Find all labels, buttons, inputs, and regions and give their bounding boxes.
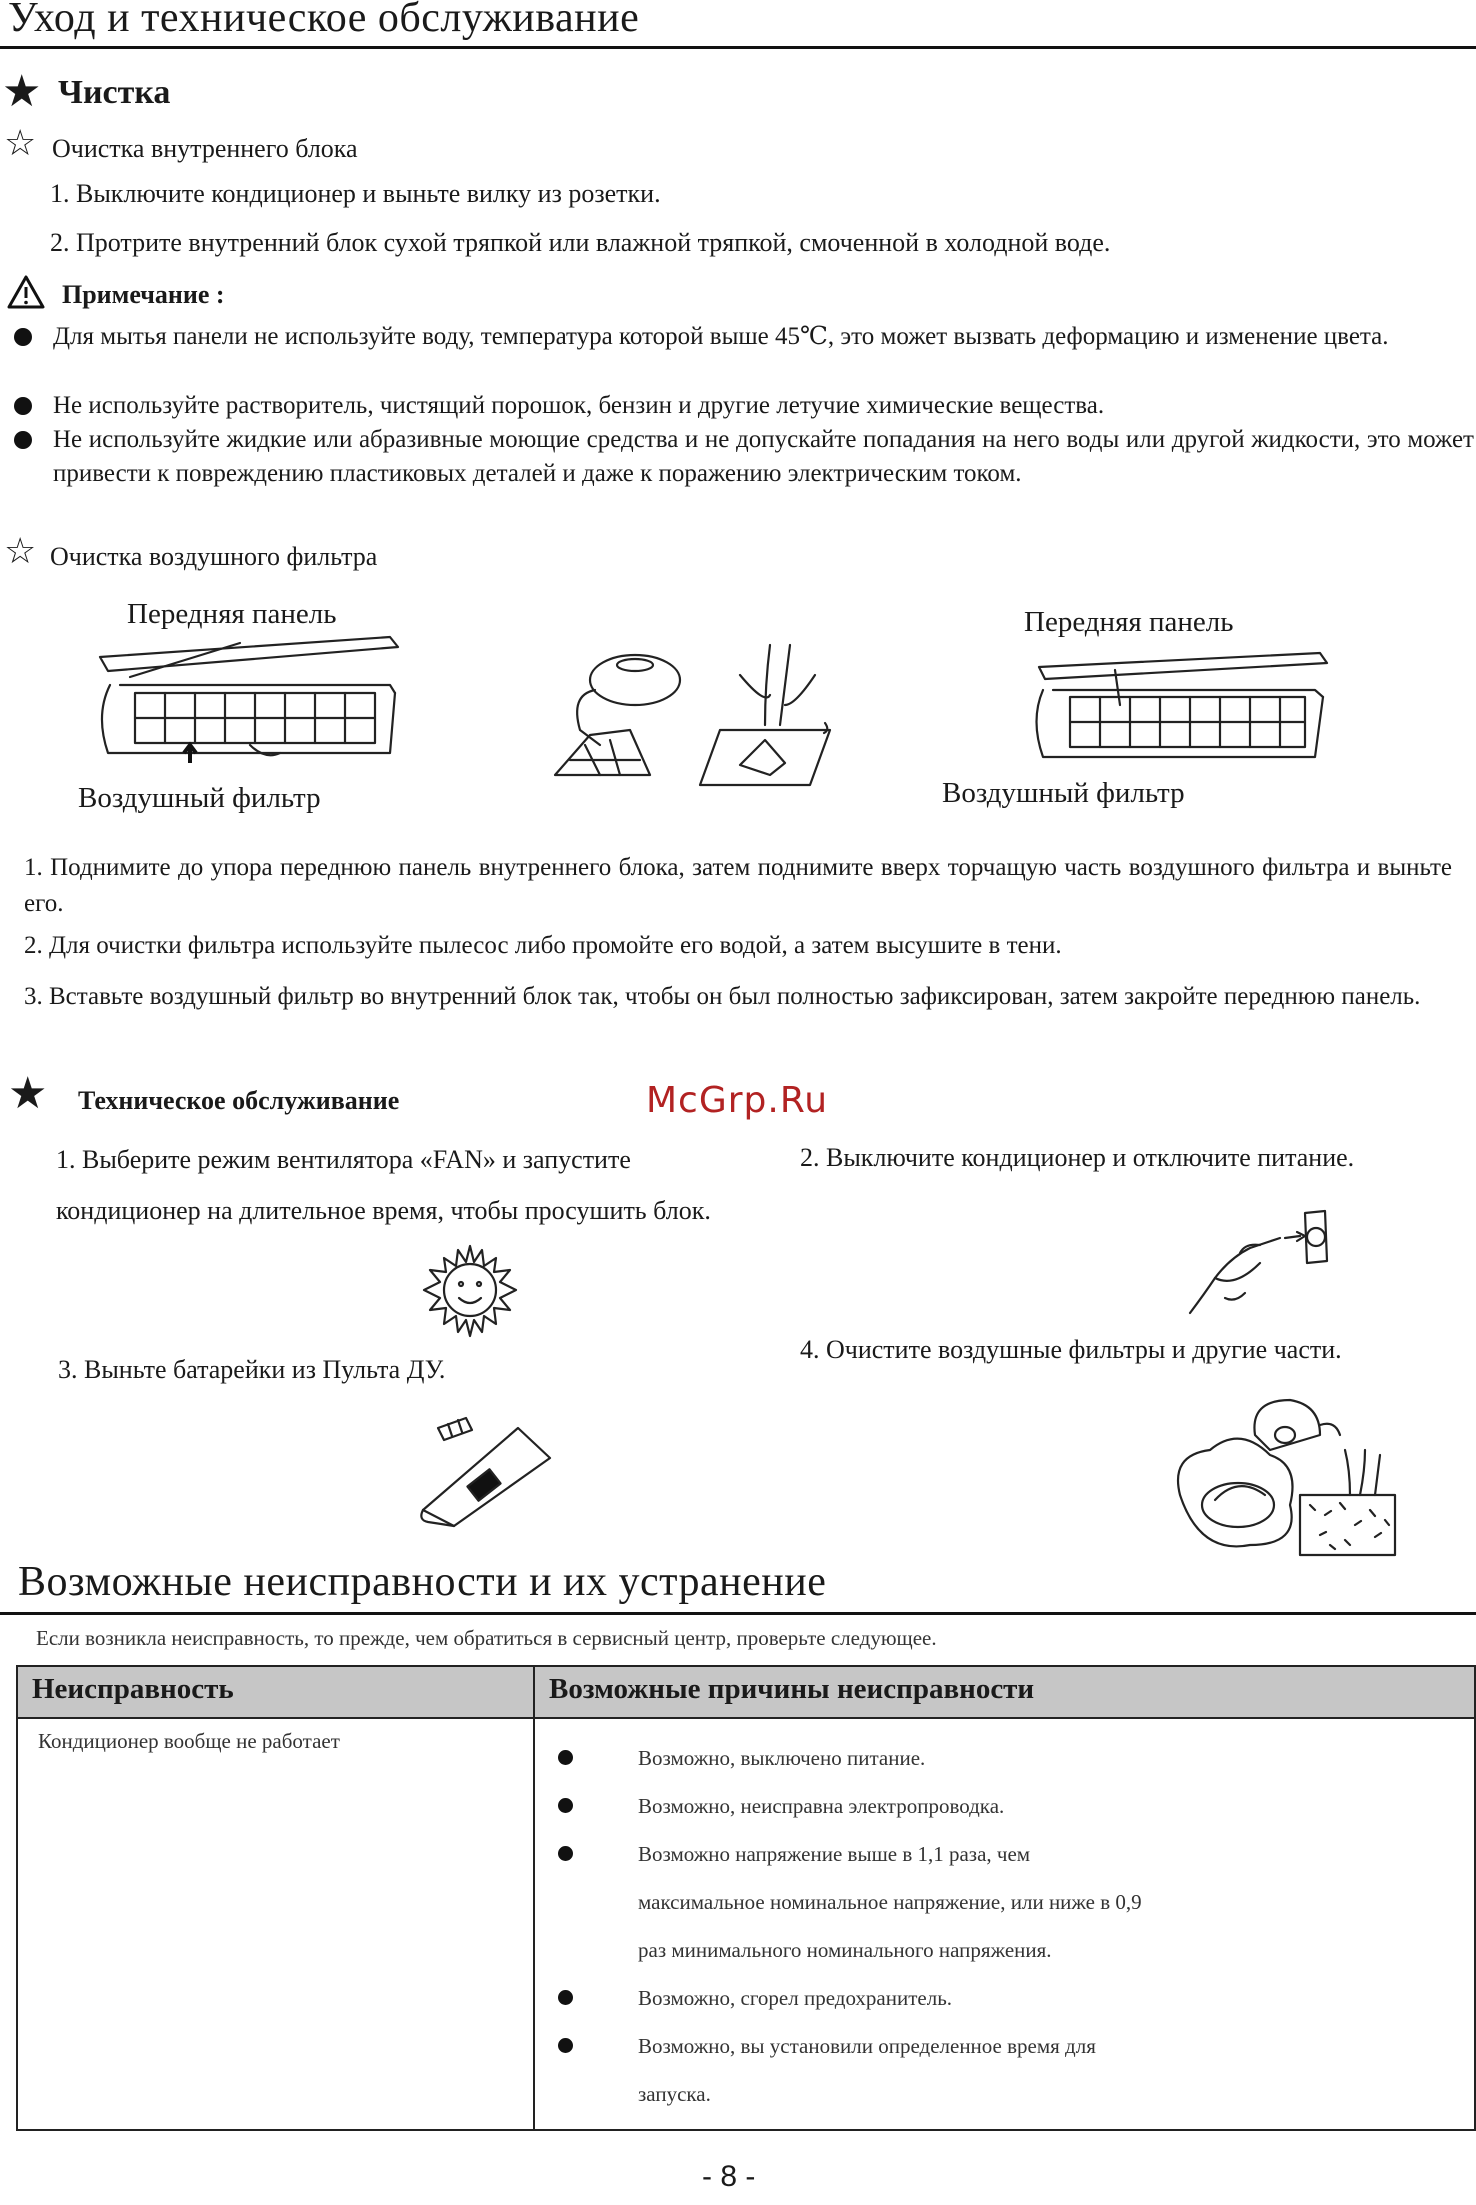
vacuum-washing-illustration — [540, 635, 850, 790]
black-dot-icon — [558, 1798, 573, 1813]
white-star-icon: ☆ — [4, 123, 37, 163]
list-item: Возможно, неисправна электропроводка. — [536, 1782, 1473, 1830]
front-panel-label-2: Передняя панель — [1024, 606, 1234, 638]
black-dot-icon — [14, 328, 32, 346]
indoor-step-1: 1. Выключите кондиционер и выньте вилку из розетки. — [50, 179, 661, 208]
black-star-icon: ★ — [8, 1069, 48, 1118]
air-filter-title: Очистка воздушного фильтра — [50, 542, 378, 571]
maintenance-title: Техническое обслуживание — [78, 1086, 400, 1115]
filter-step-3: 3. Вставьте воздушный фильтр во внутренний блок так, чтобы он был полностью зафиксирован, затем закройте переднюю панель. — [24, 983, 1421, 1010]
cleaning-parts-icon — [1170, 1395, 1410, 1565]
sun-icon — [420, 1242, 520, 1338]
causes-list — [536, 1720, 1473, 2128]
maintenance-step-1: 1. Выберите режим вентилятора «FAN» и запустите кондиционер на длительное время, чтобы просушить блок. — [56, 1145, 711, 1225]
indoor-unit-title: Очистка внутреннего блока — [52, 134, 358, 163]
unplug-icon — [1185, 1203, 1335, 1318]
black-dot-icon — [558, 2038, 573, 2053]
warning-triangle-icon — [6, 274, 46, 310]
maintenance-step-3: 3. Выньте батарейки из Пульта ДУ. — [58, 1355, 446, 1384]
list-item: Возможно, выключено питание. — [536, 1734, 1473, 1782]
troubleshooting-rule — [0, 1612, 1476, 1615]
maintenance-step-2: 2. Выключите кондиционер и отключите питание. — [800, 1143, 1355, 1172]
filter-step-2: 2. Для очистки фильтра используйте пылесос либо промойте его водой, а затем высушите в тени. — [24, 932, 1062, 959]
column-header-causes: Возможные причины неисправности — [534, 1666, 1475, 1718]
air-filter-label-2: Воздушный фильтр — [942, 777, 1185, 809]
remote-control-icon — [418, 1410, 558, 1530]
note-item-3: Не используйте жидкие или абразивные моющие средства и не допускайте попадания на него воды или другой жидкости, это может привести к повреждению пластиковых деталей и даже к поражению электрическим током. — [53, 426, 1474, 487]
page-number: - 8 - — [702, 2160, 756, 2193]
black-dot-icon — [558, 1846, 573, 1861]
indoor-unit-illustration-2 — [1025, 645, 1335, 770]
troubleshooting-intro: Если возникла неисправность, то прежде, чем обратиться в сервисный центр, проверьте следующее. — [36, 1626, 937, 1650]
white-star-icon: ☆ — [4, 531, 37, 571]
causes-cell — [534, 1718, 1475, 2130]
troubleshooting-title: Возможные неисправности и их устранение — [18, 1559, 827, 1605]
page-title: Уход и техническое обслуживание — [8, 0, 640, 41]
table-row — [17, 1718, 1475, 2130]
note-title: Примечание : — [62, 280, 225, 309]
indoor-step-2: 2. Протрите внутренний блок сухой тряпкой или влажной тряпкой, смоченной в холодной воде. — [50, 228, 1111, 257]
indoor-unit-illustration — [90, 635, 410, 770]
maintenance-step-4: 4. Очистите воздушные фильтры и другие части. — [800, 1335, 1342, 1364]
troubleshooting-table — [16, 1665, 1476, 2131]
black-dot-icon — [14, 431, 32, 449]
table-header-row — [17, 1666, 1475, 1718]
black-star-icon: ★ — [2, 67, 42, 116]
air-filter-label: Воздушный фильтр — [78, 782, 321, 814]
list-item: Возможно напряжение выше в 1,1 раза, чем максимальное номинальное напряжение, или ниже в 0,9 раз минимального номинального напряжения. — [536, 1830, 1158, 1974]
column-header-fault: Неисправность — [17, 1666, 534, 1718]
fault-cell: Кондиционер вообще не работает — [17, 1718, 534, 2130]
filter-step-1: 1. Поднимите до упора переднюю панель внутреннего блока, затем поднимите вверх торчащую часть воздушного фильтра и выньте его. — [24, 854, 1452, 917]
note-item-1: Для мытья панели не используйте воду, температура которой выше 45℃, это может вызвать деформацию и изменение цвета. — [53, 323, 1389, 350]
black-dot-icon — [558, 1750, 573, 1765]
black-dot-icon — [558, 1990, 573, 2005]
title-rule — [0, 46, 1476, 49]
watermark: McGrp.Ru — [646, 1080, 829, 1121]
cleaning-title: Чистка — [58, 74, 171, 111]
list-item: Возможно, вы установили определенное время для запуска. — [536, 2022, 1158, 2118]
note-item-2: Не используйте растворитель, чистящий порошок, бензин и другие летучие химические вещества. — [53, 392, 1105, 419]
front-panel-label: Передняя панель — [127, 598, 337, 630]
black-dot-icon — [14, 397, 32, 415]
list-item: Возможно, сгорел предохранитель. — [536, 1974, 1473, 2022]
